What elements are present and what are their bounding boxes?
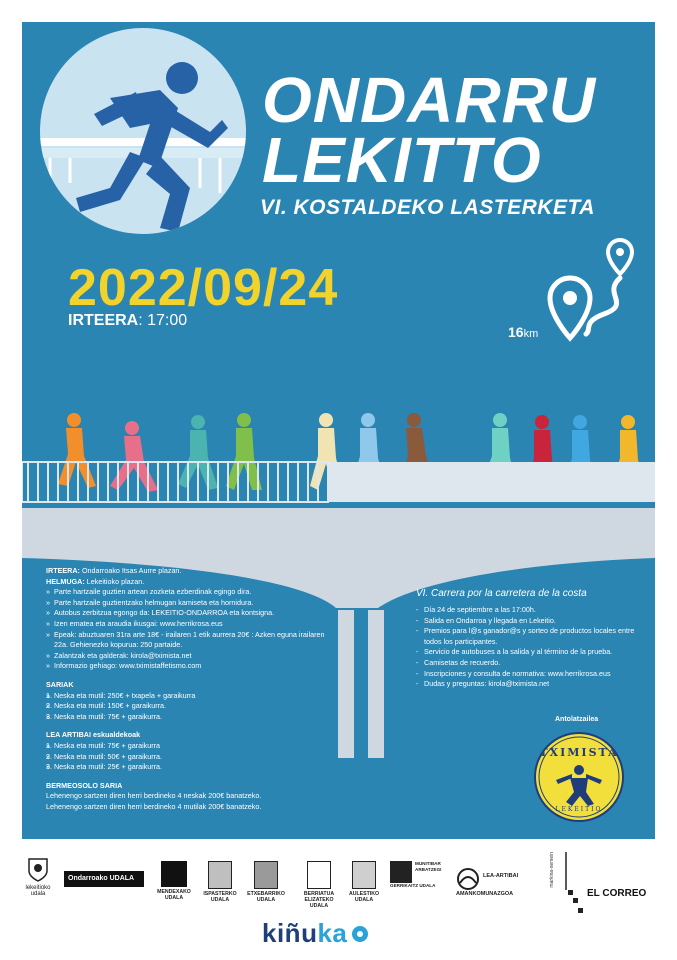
list-item: » Zalantzak eta galderak: kirola@tximista.net xyxy=(46,651,336,662)
kinuka-icon xyxy=(350,924,370,944)
race-date: 2022/09/24 xyxy=(68,259,339,317)
list-item: - Servicio de autobuses a la salida y al término de la prueba. xyxy=(416,647,646,658)
distance-label xyxy=(508,324,538,340)
sponsor-label: AULESTIKO UDALA xyxy=(349,891,379,903)
info-list xyxy=(46,587,336,672)
sponsor-label: Ondarroako UDALA xyxy=(64,871,144,887)
info-basque xyxy=(46,566,336,812)
ondarroa-logo xyxy=(64,871,144,887)
start-place-text: Ondarroako Itsas Aurre plazan. xyxy=(79,566,182,575)
list-item: - Inscripciones y consulta de normativa: www.herrikrosa.eus xyxy=(416,669,646,680)
sponsor-label: lekeitioko udala xyxy=(25,885,51,897)
info-spanish xyxy=(416,588,646,690)
list-item: » 1. Neska eta mutil: 250€ + txapela + garaikurra xyxy=(46,691,336,702)
sponsor-label: BERRIATUA ELIZATEKO UDALA xyxy=(303,891,335,909)
kinuka-text-b: ka xyxy=(317,918,348,948)
race-subtitle: VI. KOSTALDEKO LASTERKETA xyxy=(260,196,595,219)
list-item: - Salida en Ondarroa y llegada en Lekeitio. xyxy=(416,616,646,627)
start-place-label: IRTEERA: xyxy=(46,566,80,575)
runner-emblem xyxy=(40,28,246,234)
berriatua-logo xyxy=(296,861,342,909)
sponsor-label: ETXEBARRIKO UDALA xyxy=(247,891,285,903)
prizes-list xyxy=(46,691,336,723)
tximista-logo xyxy=(534,732,624,822)
local-prizes-list xyxy=(46,741,336,773)
start-label: IRTEERA xyxy=(68,312,139,329)
list-item: » Epeak: abuztuaren 31ra arte 18€ - irailaren 1 etik aurrera 20€ : Azken eguna irailaren 22a. Gehienezko kopurua: 250 partaide. xyxy=(46,630,336,651)
kinuka-text-a: kiñu xyxy=(262,918,318,948)
mendexa-logo xyxy=(154,861,194,901)
list-item: » Autobus zerbitzua egongo da: LEKEITIO-ONDARROA eta kontsigna. xyxy=(46,608,336,619)
list-item: » 3. Neska eta mutil: 25€ + garaikurra. xyxy=(46,762,336,773)
shield-icon xyxy=(27,857,49,883)
munitibar-logo xyxy=(390,861,442,889)
organizer-town: LEKEITIO xyxy=(555,806,603,813)
lea-artibai-icon xyxy=(456,867,480,891)
markina-logo xyxy=(562,850,584,920)
list-item: » Izen ematea eta araudia ikusgai: www.herrikrosa.eus xyxy=(46,619,336,630)
list-item: - Camisetas de recuerdo. xyxy=(416,658,646,669)
route-map-icon xyxy=(542,234,642,344)
title-line-1: ONDARRU xyxy=(262,64,597,136)
kinuka-logo xyxy=(262,918,370,949)
list-item: - Día 24 de septiembre a las 17:00h. xyxy=(416,605,646,616)
lea-artibai-logo xyxy=(456,867,536,897)
distance-unit: km xyxy=(523,328,539,340)
spanish-heading: VI. Carrera por la carretera de la costa xyxy=(416,588,587,599)
markina-logo-text: markina-xemein xyxy=(549,852,555,888)
local-prizes-title: LEA ARTIBAI eskualdekoak xyxy=(46,730,141,740)
race-poster xyxy=(22,22,655,839)
title-line-2: LEKITTO xyxy=(262,124,542,196)
organizer-label: Antolatzailea xyxy=(555,716,599,723)
runner-icon xyxy=(40,28,246,234)
list-item: - Premios para l@s ganador@s y sorteo de productos locales entre todos los participantes. xyxy=(416,626,646,647)
list-item: » Parte hartzaile guztientzako helmugan kamiseta eta hornidura. xyxy=(46,598,336,609)
el-correo-logo: EL CORREO xyxy=(587,888,647,899)
lekeitio-logo xyxy=(18,857,58,897)
spanish-list xyxy=(416,605,646,690)
list-item: » 2. Neska eta mutil: 50€ + garaikurra. xyxy=(46,752,336,763)
team-prize-line: Lehenengo sartzen diren herri berdineko 4 neskak 200€ banatzeko. xyxy=(46,791,262,801)
sponsor-label: MENDEXAKO UDALA xyxy=(157,889,191,901)
list-item: - Dudas y preguntas: kirola@tximista.net xyxy=(416,679,646,690)
ispaster-logo xyxy=(200,861,240,903)
prizes-title: SARIAK xyxy=(46,679,74,689)
sponsor-label: MUNITIBAR ARBATZEGI GERRIKAITZ UDALA xyxy=(390,861,442,888)
aulesti-logo xyxy=(344,861,384,903)
organizer-name: TXIMISTA xyxy=(539,746,619,759)
finish-place-text: Lekeitioko plazan. xyxy=(84,576,145,586)
list-item: » Parte hartzaile guztien artean zozketa ezberdinak egingo dira. xyxy=(46,587,336,598)
sponsor-label: ISPASTERKO UDALA xyxy=(203,891,237,903)
race-title xyxy=(262,64,597,196)
list-item: » Informazio gehiago: www.tximistaffetismo.com xyxy=(46,661,336,672)
start-time xyxy=(68,312,187,330)
start-time-value: : 17:00 xyxy=(138,312,188,329)
team-prize-title: BERMEOSOLO SARIA xyxy=(46,780,123,790)
distance-value: 16 xyxy=(508,324,524,340)
etxebarria-logo xyxy=(246,861,286,903)
list-item: » 1. Neska eta mutil: 75€ + garaikurra xyxy=(46,741,336,752)
list-item: » 3. Neska eta mutil: 75€ + garaikurra. xyxy=(46,712,336,723)
finish-place-label: HELMUGA: xyxy=(46,576,85,586)
list-item: » 2. Neska eta mutil: 150€ + garaikurra. xyxy=(46,701,336,712)
sponsor-label: LEA-ARTIBAI AMANKOMUNAZGOA xyxy=(456,873,519,897)
team-prize-line: Lehenengo sartzen diren herri berdineko 4 mutilak 200€ banatzeko. xyxy=(46,801,262,811)
